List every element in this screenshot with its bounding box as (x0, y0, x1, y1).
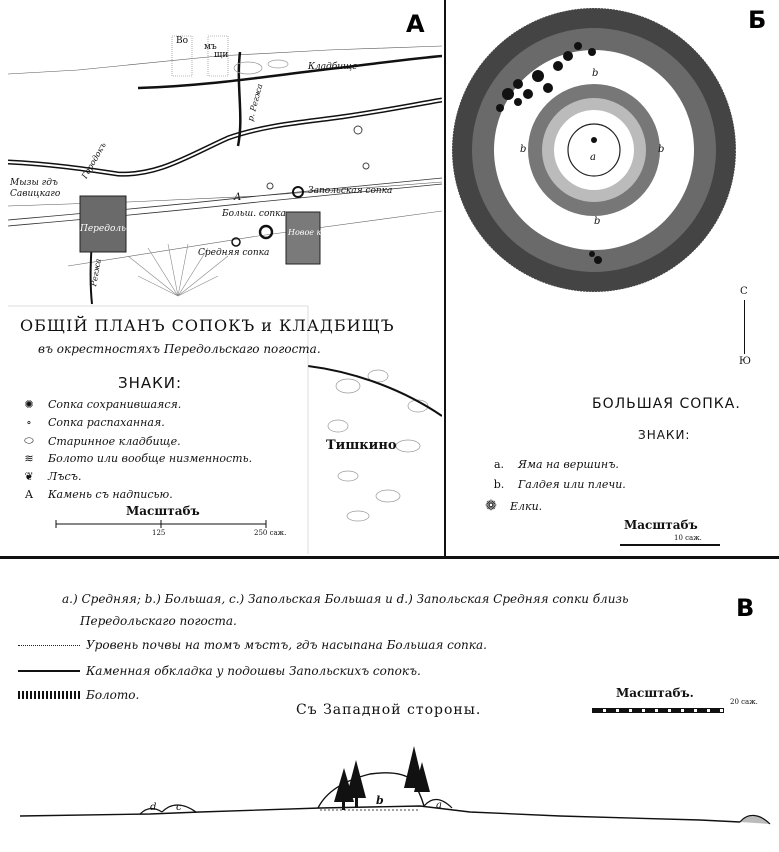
compass-needle (744, 300, 745, 354)
panel-b-title: БОЛЬШАЯ СОПКА. (592, 396, 741, 412)
map-label-novoe-kladbische: Новое кладбище (288, 228, 360, 237)
panel-c-scale-tick: 20 саж. (730, 698, 758, 706)
panel-c-scale-bar (592, 708, 724, 713)
legend-plowed-mound: ∘ Сопка распаханная. (16, 416, 165, 429)
map-label-river-top: р. Регжа (245, 82, 265, 123)
panel-b-mound-plan (448, 4, 777, 554)
panel-c-caption-line2: Передольскаго погоста. (80, 614, 237, 628)
plowed-mound-icon: ∘ (26, 416, 32, 429)
panel-a-tag: А (406, 10, 425, 38)
profile-label-b: b (376, 794, 384, 807)
panel-a-general-plan (8, 6, 442, 554)
panel-c-profiles (0, 560, 779, 852)
map-label-stone: A (234, 192, 242, 203)
legend-preserved-mound: ✺ Сопка сохранившаяся. (16, 398, 181, 411)
panel-b-bolshaya-sopka (448, 4, 777, 554)
solid-line-icon (18, 670, 80, 672)
compass-north: С (740, 286, 748, 297)
legend-old-cemetery: ⬭ Старинное кладбище. (16, 434, 181, 448)
map-label-gorodok: Городокъ (80, 140, 108, 181)
panel-c-profile-drawing (0, 732, 779, 852)
legend-swamp-profile: Болото. (18, 688, 139, 702)
old-cemetery-icon: ⬭ (24, 434, 34, 447)
map-label-village-1: Во (176, 36, 189, 46)
panel-c-tag: B (736, 594, 755, 622)
panel-a-scale-tick-2: 250 саж. (254, 529, 287, 537)
map-label-bolsh-sopka: Больш. сопка (222, 209, 286, 219)
panel-c-scale-label: Масштабъ. (616, 686, 694, 700)
horizontal-divider (0, 556, 779, 559)
panel-c-view-label: Съ Западной стороны. (296, 702, 482, 718)
point-label-a: a (590, 152, 596, 163)
legend-forest: ❦ Лъсъ. (16, 470, 82, 483)
panel-a-scale-label: Масштабъ (126, 504, 200, 518)
point-label-b-left: b (520, 144, 527, 155)
map-label-tishkin: Тишкино (326, 438, 397, 453)
point-label-b-right: b (658, 144, 665, 155)
swamp-icon: ≋ (24, 452, 34, 465)
panel-b-scale-bar (620, 544, 720, 546)
legend-soil-level: Уровень почвы на томъ мъстъ, гдъ насыпана Большая сопка. (18, 638, 487, 652)
legend-fir-trees: ❁ Елки. (478, 498, 542, 514)
panel-b-scale-label: Масштабъ (624, 518, 698, 532)
map-label-peredolsky: Передольскій пог. (80, 224, 167, 234)
panel-a-title: ОБЩIЙ ПЛАНЪ СОПОКЪ и КЛАДБИЩЪ (20, 316, 395, 335)
map-label-village-2: щи (214, 50, 229, 60)
profile-label-d: d (150, 802, 157, 813)
stone-icon: A (25, 488, 33, 501)
map-label-zapolskaya-sopka: Запольская сопка (308, 186, 393, 196)
panel-b-legend-title: ЗНАКИ: (638, 428, 691, 442)
panel-b-tag: Б (748, 6, 767, 34)
map-label-village-3: мъ (204, 42, 217, 52)
legend-shoulders: b. Галдея или плечи. (493, 478, 626, 491)
forest-icon: ❦ (24, 470, 34, 483)
point-label-b-top: b (592, 68, 599, 79)
legend-swamp: ≋ Болото или вообще низменность. (16, 452, 252, 465)
map-label-srednyaya: Средняя сопка (198, 248, 270, 258)
fir-trees-icon: ❁ (485, 498, 497, 514)
profile-label-c: c (176, 802, 182, 813)
swamp-profile-icon (18, 691, 80, 699)
vertical-divider (444, 0, 446, 558)
panel-c-caption-line1: a.) Средняя; b.) Большая, c.) Запольская Большая и d.) Запольская Средняя сопки близь (62, 592, 629, 606)
legend-stone: A Камень съ надписью. (16, 488, 173, 501)
map-label-river-left: Регжа (89, 257, 103, 288)
map-label-mysa: Мызы гдъ Савицкаго (10, 178, 61, 199)
profile-label-a: a (436, 800, 442, 811)
legend-stone-lining: Каменная обкладка у подошвы Запольскихъ сопокъ. (18, 664, 421, 678)
point-label-b-bottom: b (594, 216, 601, 227)
legend-pit: a. Яма на вершинъ. (493, 458, 619, 471)
compass-south: Ю (739, 356, 751, 367)
panel-a-subtitle: въ окрестностяхъ Передольскаго погоста. (38, 342, 321, 356)
panel-a-scale-tick-1: 125 (152, 529, 166, 537)
map-label-kladbische: Кладбище (308, 62, 358, 72)
dotted-line-icon (18, 645, 80, 646)
preserved-mound-icon: ✺ (24, 398, 34, 411)
panel-a-legend-title: ЗНАКИ: (118, 374, 183, 392)
panel-b-scale-tick: 10 саж. (674, 534, 702, 542)
